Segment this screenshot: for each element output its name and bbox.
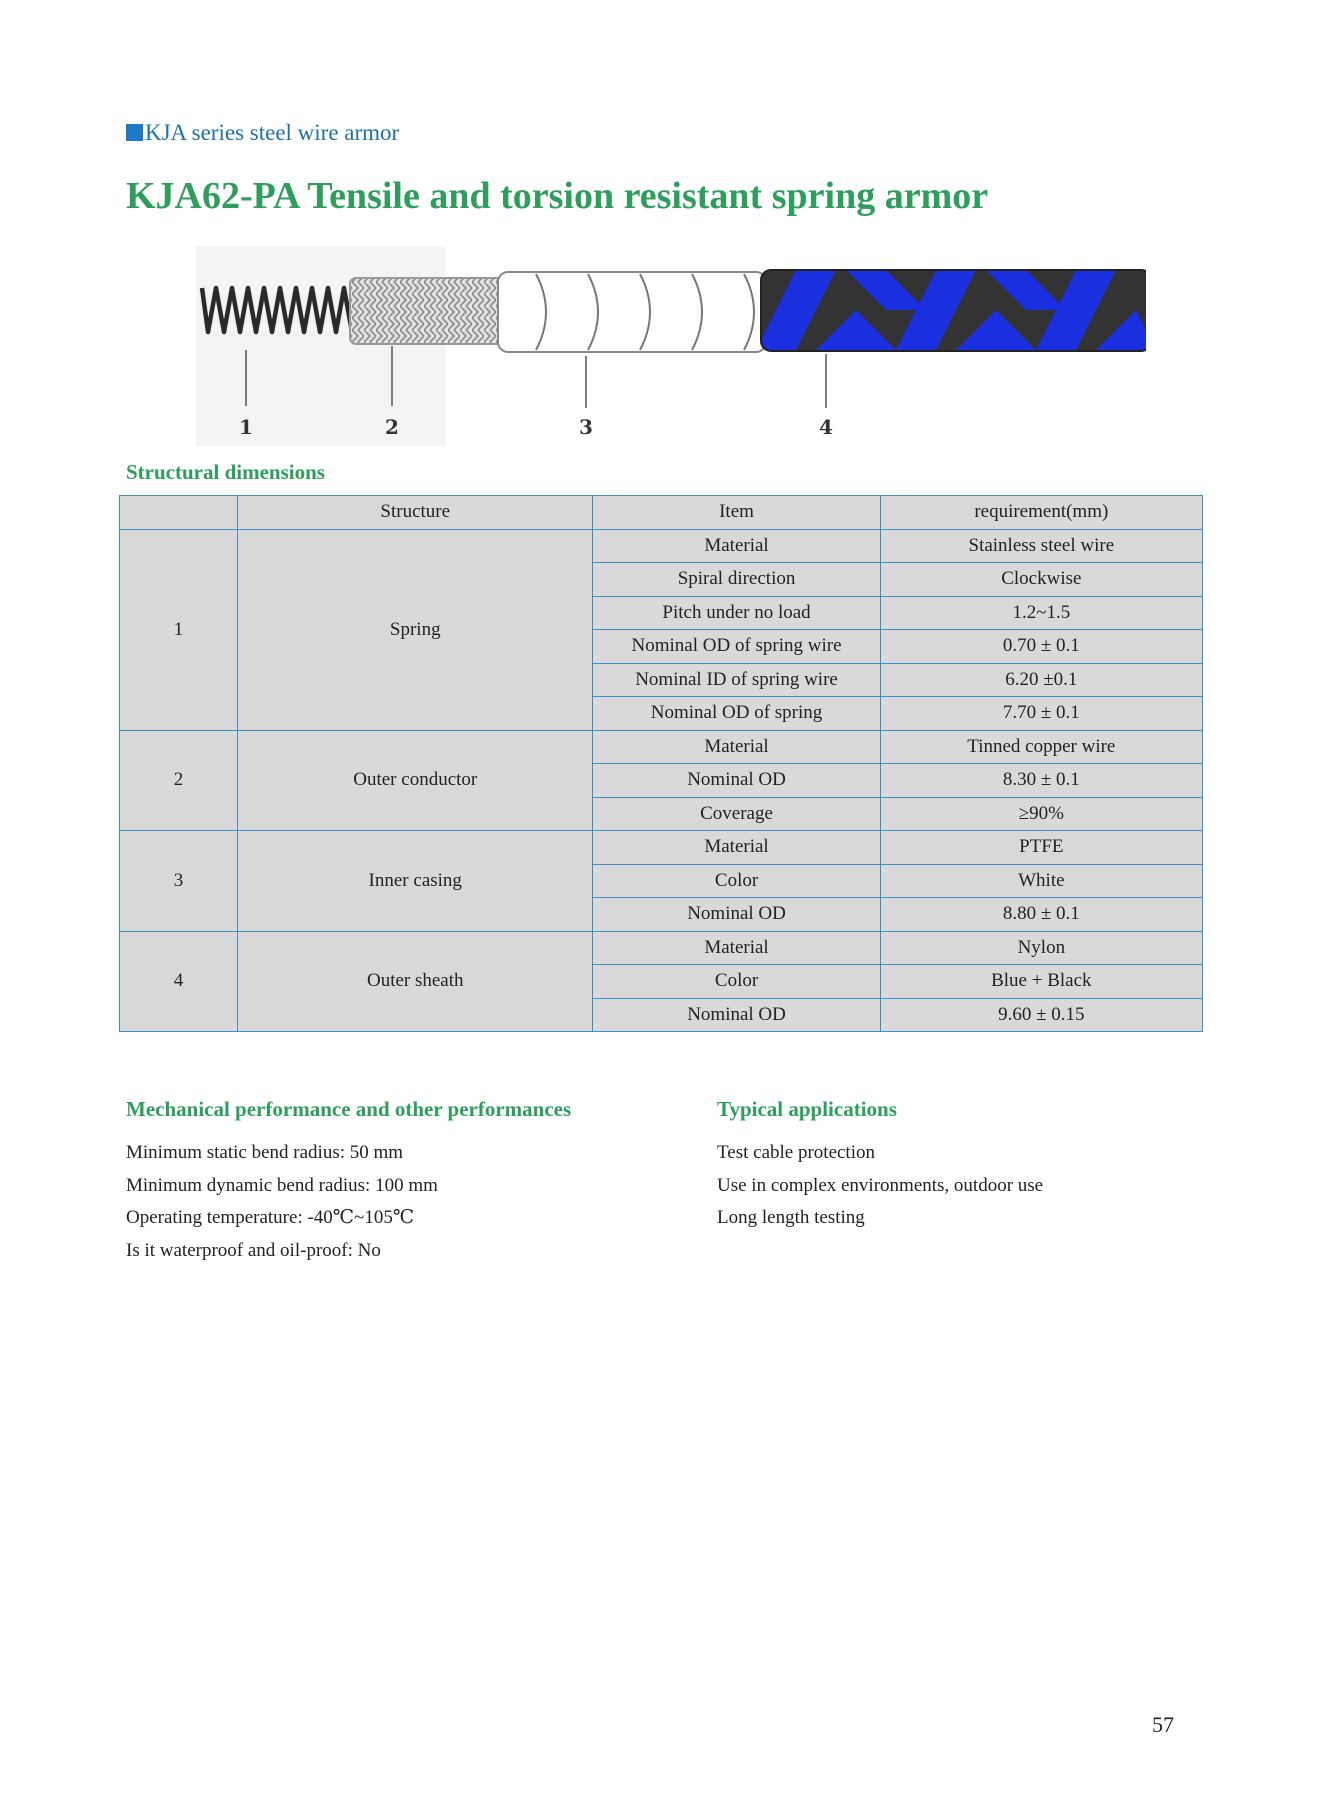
cable-structure-diagram [196,246,1146,446]
inner-casing-part [498,272,766,352]
list-item: Use in complex environments, outdoor use [717,1174,1044,1196]
callout-2: 2 [385,415,399,439]
item-cell: Coverage [593,797,880,831]
table-header-row [120,496,1203,530]
item-cell: Nominal OD [593,764,880,798]
item-cell: Material [593,831,880,865]
item-cell: Nominal OD of spring [593,697,880,731]
page-number: 57 [1152,1712,1174,1737]
requirement-cell: 7.70 ± 0.1 [880,697,1202,731]
mechanical-performance-list [126,1137,438,1267]
list-item: Minimum dynamic bend radius: 100 mm [126,1174,438,1196]
list-item: Minimum static bend radius: 50 mm [126,1142,404,1163]
item-cell: Color [593,965,880,999]
structure-number: 2 [120,730,238,831]
requirement-cell: Tinned copper wire [880,730,1202,764]
structural-dimensions-table [119,495,1203,1032]
requirement-cell: ≥90% [880,797,1202,831]
item-cell: Material [593,529,880,563]
callout-1: 1 [239,415,253,439]
item-cell: Nominal OD of spring wire [593,630,880,664]
page-title: KJA62-PA Tensile and torsion resistant spring armor [126,175,989,217]
requirement-cell: Nylon [880,931,1202,965]
list-item: Operating temperature: -40℃~105℃ [126,1207,415,1228]
item-cell: Nominal OD [593,898,880,932]
list-item: Test cable protection [717,1142,875,1163]
typical-applications-heading: Typical applications [717,1097,897,1121]
requirement-cell: Blue + Black [880,965,1202,999]
item-cell: Nominal OD [593,998,880,1032]
requirement-cell: 1.2~1.5 [880,596,1202,630]
requirement-cell: Stainless steel wire [880,529,1202,563]
requirement-cell: 8.30 ± 0.1 [880,764,1202,798]
list-item: Is it waterproof and oil-proof: No [126,1239,381,1261]
structure-name: Outer conductor [238,730,593,831]
requirement-cell: 6.20 ±0.1 [880,663,1202,697]
item-cell: Spiral direction [593,563,880,597]
table-row [120,730,1203,764]
callout-3: 3 [579,415,593,439]
structure-number: 1 [120,529,238,730]
item-cell: Color [593,864,880,898]
requirement-cell: PTFE [880,831,1202,865]
structure-name: Outer sheath [238,931,593,1032]
header-cell: Item [593,496,880,530]
table-row [120,931,1203,965]
header-cell: requirement(mm) [880,496,1202,530]
square-bullet-icon [126,124,143,141]
structure-name: Inner casing [238,831,593,932]
item-cell: Material [593,931,880,965]
series-label [126,120,399,146]
typical-applications-list [717,1137,1043,1235]
structure-number: 4 [120,931,238,1032]
requirement-cell: 8.80 ± 0.1 [880,898,1202,932]
structure-name: Spring [238,529,593,730]
requirement-cell: 0.70 ± 0.1 [880,630,1202,664]
structure-number: 3 [120,831,238,932]
requirement-cell: 9.60 ± 0.15 [880,998,1202,1032]
requirement-cell: White [880,864,1202,898]
item-cell: Pitch under no load [593,596,880,630]
outer-conductor-part [350,278,502,344]
item-cell: Material [593,730,880,764]
structural-dimensions-heading: Structural dimensions [126,460,325,484]
table-row [120,529,1203,563]
table-row [120,831,1203,865]
outer-sheath-part [756,270,1146,351]
mechanical-performance-heading: Mechanical performance and other performances [126,1097,572,1121]
callout-4: 4 [819,415,833,439]
header-cell: Structure [238,496,593,530]
header-cell [120,496,238,530]
requirement-cell: Clockwise [880,563,1202,597]
list-item: Long length testing [717,1207,865,1228]
item-cell: Nominal ID of spring wire [593,663,880,697]
series-label-text: KJA series steel wire armor [145,120,400,145]
